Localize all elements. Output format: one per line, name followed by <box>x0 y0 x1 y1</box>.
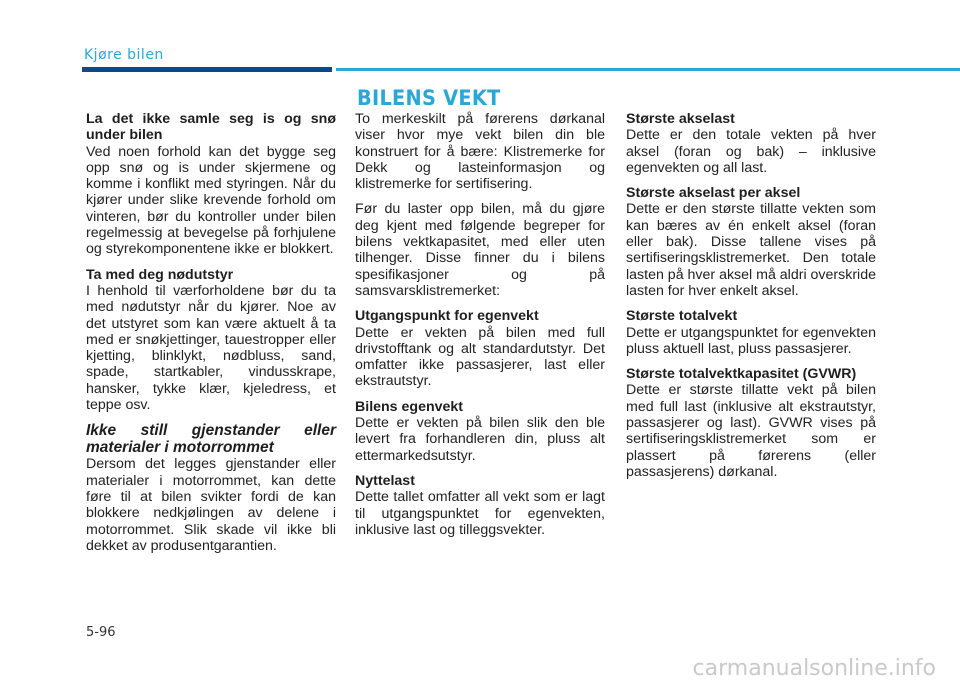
heading-axle-rating: Største akselast per aksel <box>626 185 801 202</box>
paragraph-intro: To merkeskilt på førerens dørkanal viser hvor mye vekt bilen din ble konstruert for å bære: Klistremerke for Dekk og lasteinformasjon og klistremerke for sertifisering. <box>355 111 605 193</box>
column-1 <box>86 111 336 563</box>
paragraph-axle-rating: Dette er den største tillatte vekten som kan bæres av én enkelt aksel (foran eller bak). Disse tallene vises på sertifiseringsklistremerket. Den totale lasten på hver aksel må aldri overskride lasten for hver enkelt aksel. <box>626 201 876 299</box>
heading-ice-snow: La det ikke samle seg is og snø under bilen <box>86 111 336 144</box>
paragraph-concepts: Før du laster opp bilen, må du gjøre deg kjent med følgende begreper for bilens vektkapasitet, med eller uten tilhenger. Disse finner du i bilens spesifikasjoner og på samsvarsklistremerket: <box>355 201 605 299</box>
page-number: 5-96 <box>86 625 116 640</box>
paragraph-emergency-gear: I henhold til værforholdene bør du ta med nødutstyr når du kjører. Noe av det utstyret som kan være aktuelt å ta med er snøkjettinger, tauestropper eller kjetting, blinklykt, nødbluss, sand, spade, startkabler, vindusskrape, hansker, tykke klær, kjeledress, et teppe osv. <box>86 282 336 414</box>
heading-engine-bay: Ikke still gjenstander eller materialer i motorrommet <box>86 422 336 457</box>
heading-payload: Nyttelast <box>355 472 415 489</box>
heading-gross-weight: Største totalvekt <box>626 308 738 325</box>
watermark: carmanualsonline.info <box>692 656 936 681</box>
paragraph-vehicle-weight: Dette er vekten på bilen slik den ble levert fra forhandleren din, pluss alt ettermarkedsutstyr. <box>355 415 605 464</box>
header-bar-light <box>336 68 960 71</box>
paragraph-engine-bay: Dersom det legges gjenstander eller materialer i motorrommet, kan dette føre til at bilen svikter fordi de kan blokkere nedkjølingen av delene i motorrommet. Slik skade vil ikke bli dekket av produsentgarantien. <box>86 456 336 554</box>
paragraph-gvwr: Dette er største tillatte vekt på bilen med full last (inklusive alt ekstrautstyr, passasjerer og last). GVWR vises på sertifiseringsklistremerket som er plassert på førerens (eller passasjerens) dørkanal. <box>626 382 876 480</box>
heading-curb-weight-base: Utgangspunkt for egenvekt <box>355 308 539 325</box>
section-label: Kjøre bilen <box>84 47 164 63</box>
paragraph-curb-weight-base: Dette er vekten på bilen med full drivstofftank og alt standardutstyr. Det omfatter ikke passasjerer, last eller ekstrautstyr. <box>355 324 605 390</box>
heading-gvwr: Største totalvektkapasitet (GVWR) <box>626 366 857 383</box>
section-title: BILENS VEKT <box>357 86 501 110</box>
paragraph-payload: Dette tallet omfatter all vekt som er lagt til utgangspunktet for egenvekten, inklusive last og tilleggsvekter. <box>355 489 605 538</box>
column-3 <box>626 111 876 489</box>
heading-emergency-gear: Ta med deg nødutstyr <box>86 266 234 283</box>
paragraph-gross-weight: Dette er utgangspunktet for egenvekten pluss aktuell last, pluss passasjerer. <box>626 324 876 357</box>
paragraph-max-axle-load: Dette er den totale vekten på hver aksel (foran og bak) – inklusive egenvekten og all last. <box>626 127 876 176</box>
header-bar-dark <box>82 67 332 72</box>
heading-max-axle-load: Største akselast <box>626 111 735 127</box>
column-2 <box>355 111 605 547</box>
paragraph-ice-snow: Ved noen forhold kan det bygge seg opp snø og is under skjermene og komme i konflikt med styringen. Når du kjører under slike krevende forhold om vinteren, bør du kontroller under bilen regelmessig at bevegelse på forhjulene og styrekomponentene ikke er blokkert. <box>86 143 336 258</box>
heading-vehicle-weight: Bilens egenvekt <box>355 398 464 415</box>
